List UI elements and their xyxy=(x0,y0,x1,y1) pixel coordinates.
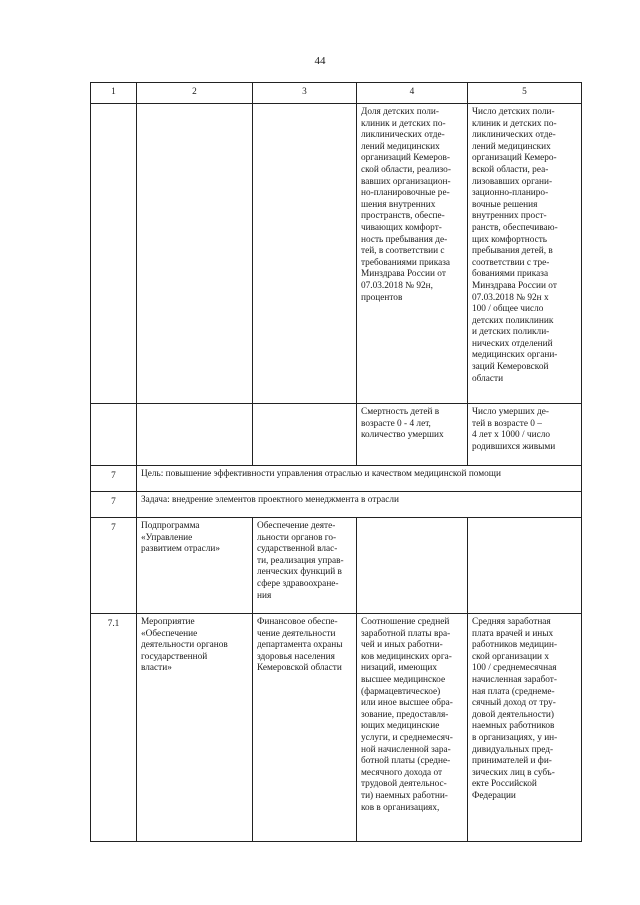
goal-row-number: 7 xyxy=(91,466,137,492)
indicators-table xyxy=(90,82,582,842)
header-cell-1: 1 xyxy=(91,83,137,104)
indicator-method-cell: Число детских поли- клиник и детских по- ликлинических отде- лений медицинских организаций Кемеро- вской области, реа- лизовавших органи- зационно-планиро- вочные решения внутренних прост- ранств, обеспечиваю- щих комфортность пребывания детей, в соответствии с тре- бованиями приказа Минздрава России от 07.03.2018 № 92н x 100 / общее число детских поликлиник и детских поликли- нических отделений медицинских органи- заций Кемеровской области xyxy=(468,104,582,404)
subprogram-row xyxy=(91,518,582,614)
subprogram-name-cell: Подпрограмма «Управление развитием отрасли» xyxy=(137,518,253,614)
subprogram-method-cell xyxy=(468,518,582,614)
task-text: Задача: внедрение элементов проектного менеджмента в отрасли xyxy=(137,492,582,518)
subprogram-indicator-cell xyxy=(357,518,468,614)
subprogram-row-number: 7 xyxy=(91,518,137,614)
table-row xyxy=(91,104,582,404)
header-cell-3: 3 xyxy=(253,83,357,104)
task-row-number: 7 xyxy=(91,492,137,518)
task-cell xyxy=(253,104,357,404)
task-cell xyxy=(253,404,357,466)
header-cell-2: 2 xyxy=(137,83,253,104)
measure-indicator-cell: Соотношение средней заработной платы вра- чей и иных работни- ков медицинских орга- низаций, имеющих высшее медицинское (фармацевтическое) или иное высшее обра- зование, предоставля- ющих медицинские услуги, и среднемесяч- ной начисленной зара- ботной платы (средне- месячного дохода от трудовой деятельнос- ти) наемных работни- ков в организациях, xyxy=(357,614,468,842)
program-cell xyxy=(137,404,253,466)
task-row xyxy=(91,492,582,518)
indicator-name-cell: Доля детских поли- клиник и детских по- ликлинических отде- лений медицинских организаций Кемеров- ской области, реализо- вавших организацион- но-планировочные ре- шения внутренних пространств, обеспе- чивающих комфорт- ность пребывания де- тей, в соответствии с требованиями приказа Минздрава России от 07.03.2018 № 92н, процентов xyxy=(357,104,468,404)
measure-method-cell: Средняя заработная плата врачей и иных работников медицин- ской организации x 100 / среднемесячная начисленная заработ- ная плата (среднеме- сячный доход от тру- довой деятельности) наемных работников в организациях, у ин- дивидуальных пред- принимателей и фи- зических лиц в субъ- екте Российской Федерации xyxy=(468,614,582,842)
indicator-method-cell: Число умерших де- тей в возрасте 0 – 4 лет x 1000 / число родившихся живыми xyxy=(468,404,582,466)
page-number: 44 xyxy=(314,55,326,67)
row-number-cell xyxy=(91,404,137,466)
indicator-name-cell: Смертность детей в возрасте 0 - 4 лет, количество умерших xyxy=(357,404,468,466)
measure-task-cell: Финансовое обеспе- чение деятельности департамента охраны здоровья населения Кемеровской области xyxy=(253,614,357,842)
measure-row xyxy=(91,614,582,842)
header-cell-5: 5 xyxy=(468,83,582,104)
program-cell xyxy=(137,104,253,404)
measure-row-number: 7.1 xyxy=(91,614,137,842)
row-number-cell xyxy=(91,104,137,404)
subprogram-task-cell: Обеспечение деяте- льности органов го- сударственной влас- ти, реализация управ- ленческих функций в сфере здравоохране- ния xyxy=(253,518,357,614)
table-row xyxy=(91,404,582,466)
goal-text: Цель: повышение эффективности управления отраслью и качеством медицинской помощи xyxy=(137,466,582,492)
goal-row xyxy=(91,466,582,492)
header-cell-4: 4 xyxy=(357,83,468,104)
measure-name-cell: Мероприятие «Обеспечение деятельности органов государственной власти» xyxy=(137,614,253,842)
table-header-row xyxy=(91,83,582,104)
